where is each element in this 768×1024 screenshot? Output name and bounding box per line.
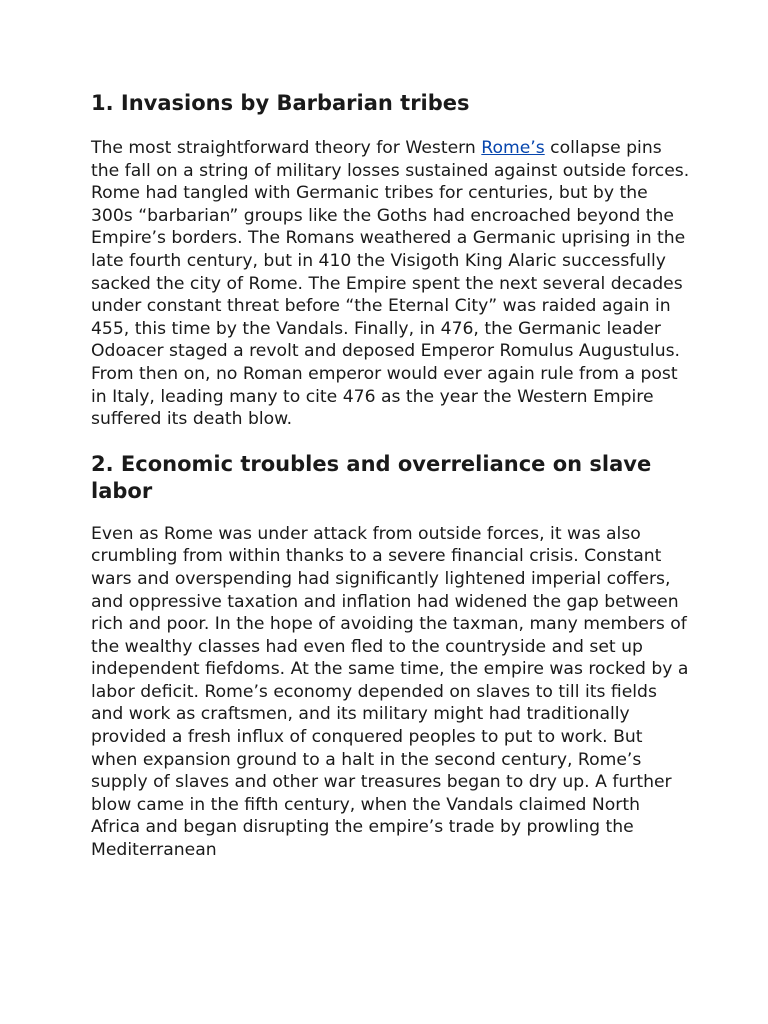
section-1-text-start: The most straightforward theory for Western bbox=[91, 138, 482, 158]
section-1-heading: 1. Invasions by Barbarian tribes bbox=[91, 91, 470, 115]
romes-link[interactable]: Rome’s bbox=[481, 138, 545, 158]
section-1-text-rest: collapse pins the fall on a string of military losses sustained against outside forces. Rome had tangled with Germanic tribes for centuries, but by the 300s “barbarian” groups like the Goths had encroached beyond the Empire’s borders. The Romans weathered a Germanic uprising in the late fourth century, but in 410 the Visigoth King Alaric successfully sacked the city of Rome. The Empire spent the next several decades under constant threat before “the Eternal City” was raided again in 455, this time by the Vandals. Finally, in 476, the Germanic leader Odoacer staged a revolt and deposed Emperor Romulus Augustulus. From then on, no Roman emperor would ever again rule from a post in Italy, leading many to cite 476 as the year the Western Empire suffered its death blow. bbox=[91, 138, 690, 430]
section-2-heading: 2. Economic troubles and overreliance on slave labor bbox=[91, 451, 652, 503]
document-page bbox=[91, 90, 691, 862]
section-1-paragraph bbox=[91, 137, 691, 431]
section-2-paragraph: Even as Rome was under attack from outside forces, it was also crumbling from within thanks to a severe financial crisis. Constant wars and overspending had significantly lightened imperial coffers, and oppressive taxation and inflation had widened the gap between rich and poor. In the hope of avoiding the taxman, many members of the wealthy classes had even fled to the countryside and set up independent fiefdoms. At the same time, the empire was rocked by a labor deficit. Rome’s economy depended on slaves to till its fields and work as craftsmen, and its military might had traditionally provided a fresh influx of conquered peoples to put to work. But when expansion ground to a halt in the second century, Rome’s supply of slaves and other war treasures began to dry up. A further blow came in the fifth century, when the Vandals claimed North Africa and began disrupting the empire’s trade by prowling the Mediterranean bbox=[91, 523, 689, 861]
